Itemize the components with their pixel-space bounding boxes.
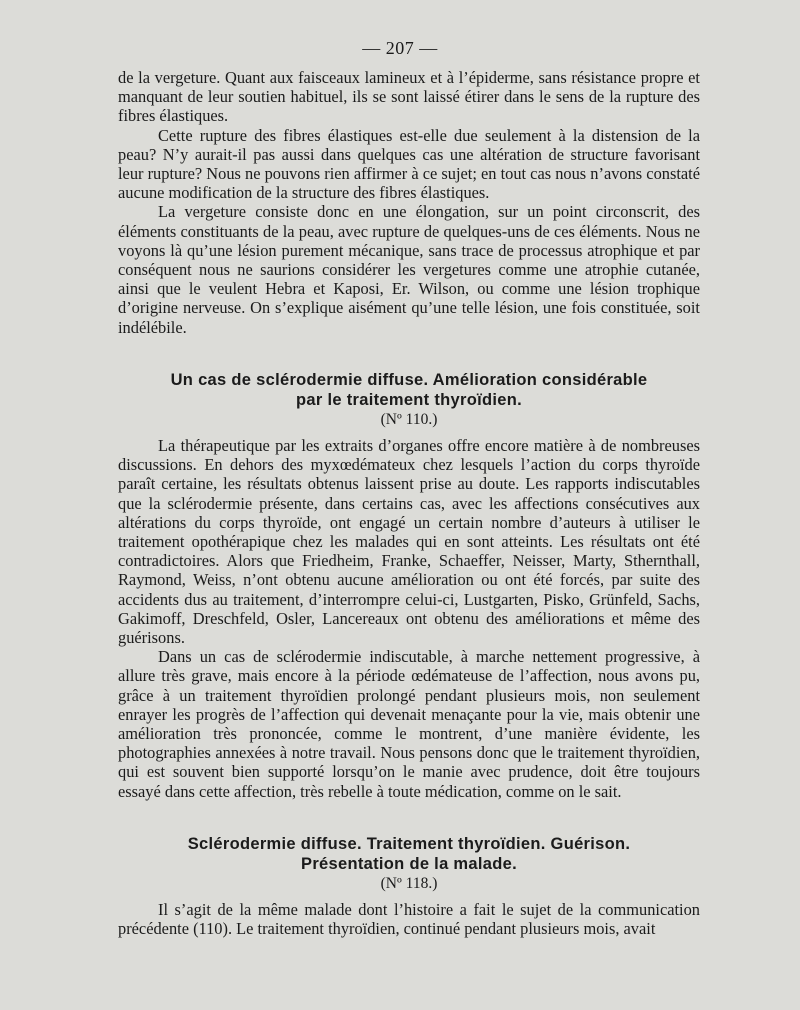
page-number: — 207 — — [362, 38, 438, 58]
section-number: (Nº 110.) — [380, 411, 438, 428]
heading-line: Sclérodermie diffuse. Traitement thyroïdien. Guérison. — [187, 835, 631, 853]
text-block-vergeture — [118, 68, 700, 337]
section-number: (Nº 118.) — [380, 875, 438, 892]
paragraph: Il s’agit de la même malade dont l’histoire a fait le sujet de la communication précédente (110). Le traitement thyroïdien, continué pendant plusieurs mois, avait — [118, 900, 700, 939]
paragraph: Dans un cas de sclérodermie indiscutable, à marche nettement progressive, à allure très grave, mais encore à la période œdémateuse de l’affection, nous avons pu, grâce à un traitement thyroïdien prolongé pendant plusieurs mois, non seulement enrayer les progrès de l’affection qui devenait menaçante pour la vie, mais obtenir une amélioration très prononcée, comme le montrent, d’une manière évidente, les photographies annexées à notre travail. Nous pensons donc que le traitement thyroïdien, qui est souvent bien supporté lorsqu’on le manie avec prudence, doit être toujours essayé dans cette affection, très rebelle à toute médication, comme on le sait. — [118, 647, 700, 801]
section-heading-sclerodermie-118 — [118, 834, 700, 874]
paragraph: de la vergeture. Quant aux faisceaux lamineux et à l’épiderme, sans résistance propre et manquant de leur soutien habituel, ils se sont laissé étirer dans le sens de la rupture des fibres élastiques. — [118, 68, 700, 126]
paragraph: La vergeture consiste donc en une élongation, sur un point circonscrit, des éléments constituants de la peau, avec rupture de quelques-uns de ces éléments. Nous ne voyons là qu’une lésion purement mécanique, sans trace de processus atrophique et par conséquent nous ne saurions considérer les vergetures comme une atrophie cutanée, ainsi que le veulent Hebra et Kaposi, Er. Wilson, ou comme une lésion trophique d’origine nerveuse. On s’explique aisément qu’une telle lésion, une fois constituée, soit indélébile. — [118, 202, 700, 337]
heading-line: Un cas de sclérodermie diffuse. Amélioration considérable — [170, 371, 648, 389]
heading-line: par le traitement thyroïdien. — [296, 391, 522, 409]
paragraph: Cette rupture des fibres élastiques est-elle due seulement à la distension de la peau? N’y aurait-il pas aussi dans quelques cas une altération de structure favorisant leur rupture? Nous ne pouvons rien affirmer à ce sujet; en tout cas nous n’avons constaté aucune modification de la structure des fibres élastiques. — [118, 125, 700, 203]
text-block-section-110 — [118, 436, 700, 801]
paragraph: La thérapeutique par les extraits d’organes offre encore matière à de nombreuses discussions. En dehors des myxœdémateux chez lesquels l’action du corps thyroïde paraît certaine, les résultats obtenus laissent prise au doute. Les rapports indiscutables que la sclérodermie présente, dans certains cas, avec les affections consécutives aux altérations du corps thyroïde, ont engagé un certain nombre d’auteurs à utiliser le traitement opothérapique chez les malades qui en sont atteints. Les résultats ont été contradictoires. Alors que Friedheim, Franke, Schaeffer, Neisser, Marty, Sthernthall, Raymond, Weiss, n’ont obtenu aucune amélioration ou ont été forcés, par suite des accidents dus au traitement, d’interrompre celui-ci, Lustgarten, Pisko, Grünfeld, Sachs, Gakimoff, Dreschfeld, Osler, Lancereaux ont obtenu des améliorations et même des guérisons. — [118, 436, 700, 648]
heading-line: Présentation de la malade. — [301, 855, 517, 873]
text-block-section-118 — [118, 900, 700, 938]
section-heading-sclerodermie-110 — [118, 370, 700, 410]
